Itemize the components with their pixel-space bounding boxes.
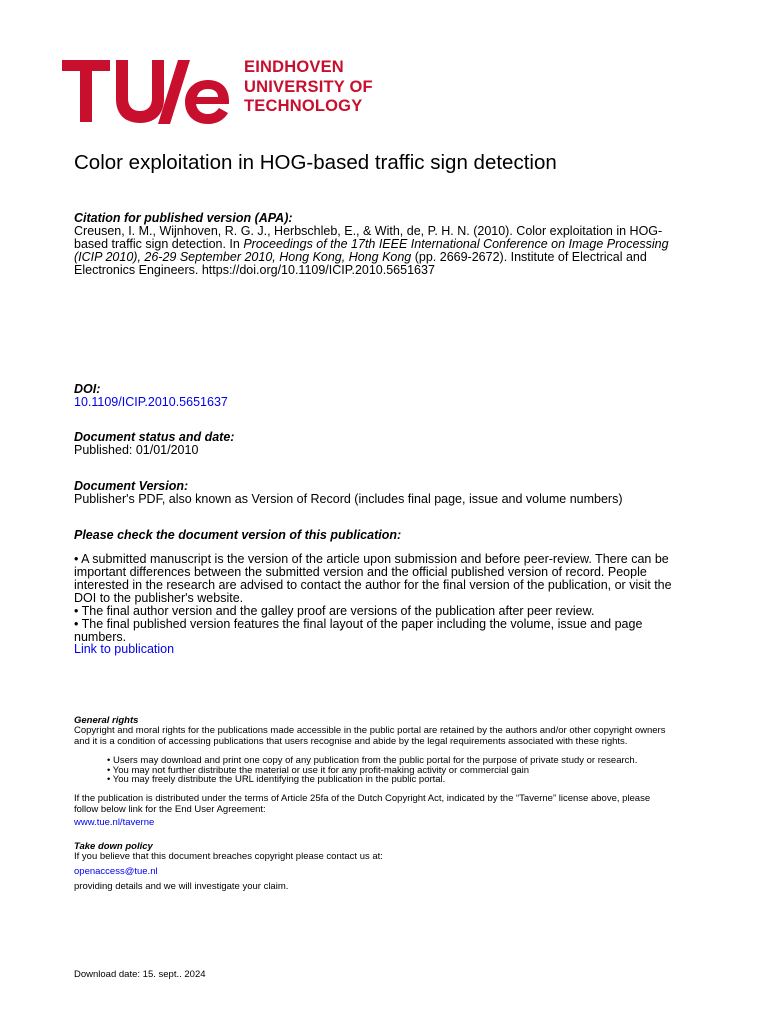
bullet-1-line-4: DOI to the publisher's website. (74, 591, 244, 605)
general-rights-text-2: and it is a condition of accessing publications that users recognise and abide by the legal requirements associated with these rights. (74, 735, 628, 747)
rights-item-2: • You may not further distribute the material or use it for any profit-making activity or commercial gain (107, 764, 530, 776)
rights-item-1: • Users may download and print one copy of any publication from the public portal for the purpose of private study or research. (107, 755, 638, 766)
doi-section (74, 383, 719, 409)
citation-line-3-plain: (pp. 2669-2672). Institute of Electrical and (411, 250, 647, 264)
university-name (244, 58, 444, 117)
general-rights-label: General rights (74, 715, 139, 726)
check-section (74, 529, 719, 542)
takedown-text: If you believe that this document breaches copyright please contact us at: (74, 851, 383, 862)
check-bullets (74, 553, 719, 644)
doi-link[interactable]: 10.1109/ICIP.2010.5651637 (74, 395, 228, 409)
version-label: Document Version: (74, 479, 189, 493)
contact-email-link[interactable]: openaccess@tue.nl (74, 866, 158, 877)
status-section (74, 431, 719, 457)
tue-logo-mark-icon (62, 56, 232, 126)
logo-line-3: TECHNOLOGY (244, 97, 363, 115)
takedown-section (74, 842, 724, 863)
citation-label: Citation for published version (APA): (74, 211, 293, 225)
download-date: Download date: 15. sept.. 2024 (74, 969, 206, 980)
bullet-1-line-1: • A submitted manuscript is the version of the article upon submission and before peer-review. There can be (74, 552, 669, 566)
bullet-2: • The final author version and the galley proof are versions of the publication after peer review. (74, 604, 595, 618)
bullet-1-line-2: important differences between the submitted version and the official published version of record. People (74, 565, 647, 579)
citation-line-2-italic: Proceedings of the 17th IEEE International Conference on Image Processing (243, 237, 669, 251)
general-rights-section (74, 716, 724, 747)
logo-line-2: UNIVERSITY OF (244, 77, 373, 96)
citation-line-4: Electronics Engineers. https://doi.org/10.1109/ICIP.2010.5651637 (74, 263, 435, 277)
bullet-3-line-1: • The final published version features the final layout of the paper including the volume, issue and page (74, 617, 643, 631)
page-title: Color exploitation in HOG-based traffic sign detection (74, 151, 557, 174)
citation-line-1: Creusen, I. M., Wijnhoven, R. G. J., Herbschleb, E., & With, de, P. H. N. (2010). Color exploitation in HOG- (74, 224, 663, 238)
takedown-claim: providing details and we will investigate your claim. (74, 881, 289, 892)
bullet-1-line-3: interested in the research are advised to contact the author for the final version of the publication, or visit the (74, 578, 672, 592)
rights-list (107, 756, 727, 785)
version-value: Publisher's PDF, also known as Version of Record (includes final page, issue and volume numbers) (74, 492, 623, 506)
taverne-link[interactable]: www.tue.nl/taverne (74, 817, 155, 828)
doi-label: DOI: (74, 382, 101, 396)
publication-link[interactable]: Link to publication (74, 642, 175, 656)
taverne-section (74, 794, 724, 815)
taverne-text-2: follow below link for the End User Agreement: (74, 803, 266, 815)
taverne-text-1: If the publication is distributed under the terms of Article 25fa of the Dutch Copyright Act, indicated by the “Taverne” license above, please (74, 793, 651, 804)
version-section (74, 480, 719, 506)
citation-line-2-plain: based traffic sign detection. In (74, 237, 244, 251)
bullet-3-line-2: numbers. (74, 630, 127, 644)
general-rights-text-1: Copyright and moral rights for the publications made accessible in the public portal are retained by the authors and/or other copyright owners (74, 725, 666, 736)
logo-line-1: EINDHOVEN (244, 58, 344, 76)
status-label: Document status and date: (74, 430, 235, 444)
rights-item-3: • You may freely distribute the URL identifying the publication in the public portal. (107, 774, 446, 785)
check-label: Please check the document version of this publication: (74, 528, 402, 542)
citation-section (74, 212, 719, 277)
status-value: Published: 01/01/2010 (74, 443, 199, 457)
takedown-label: Take down policy (74, 841, 153, 852)
citation-line-3-italic: (ICIP 2010), 26-29 September 2010, Hong Kong, Hong Kong (74, 250, 412, 264)
